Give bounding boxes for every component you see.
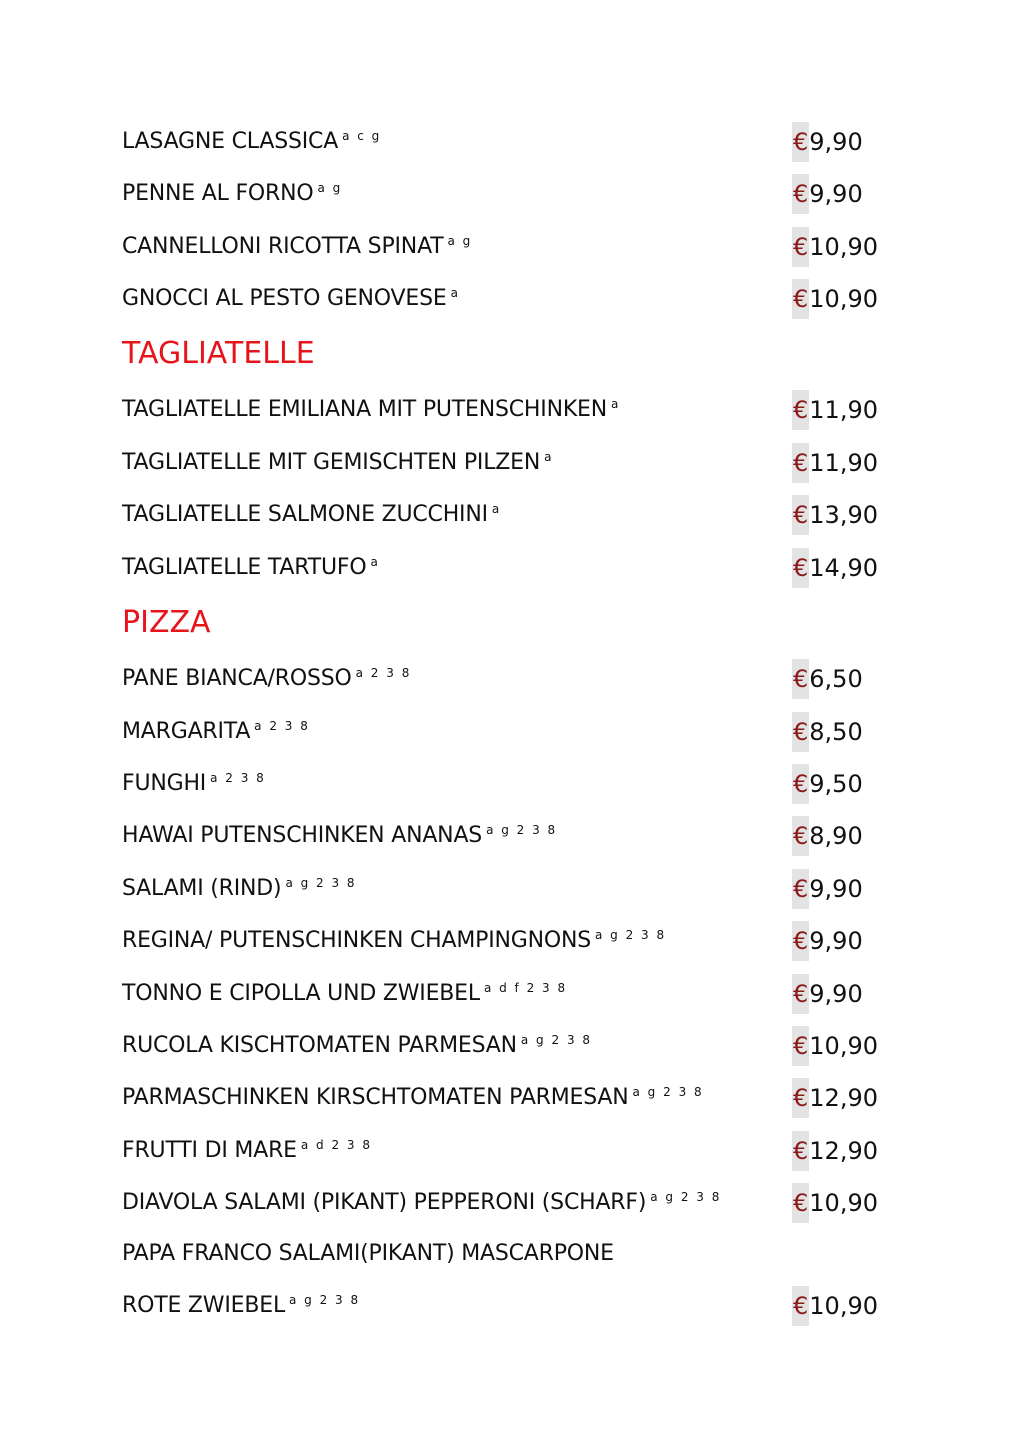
item-price: €10,90 <box>792 1286 878 1326</box>
item-name: LASAGNE CLASSICA $^{a c g}$ <box>122 129 382 154</box>
item-name: TAGLIATELLE EMILIANA MIT PUTENSCHINKEN $^a$ <box>122 397 621 422</box>
allergen-codes: a <box>450 286 460 300</box>
menu-item <box>122 974 882 1014</box>
item-price: €9,50 <box>792 764 863 804</box>
item-name: HAWAI PUTENSCHINKEN ANANAS $^{a g 2 3 8}$ <box>122 823 558 848</box>
item-name: PARMASCHINKEN KIRSCHTOMATEN PARMESAN $^{a g 2 3 8}$ <box>122 1085 704 1110</box>
item-name: PANE BIANCA/ROSSO $^{a 2 3 8}$ <box>122 666 412 691</box>
menu-item <box>122 122 882 162</box>
menu-item-line1 <box>122 1234 882 1274</box>
allergen-codes: a d f 2 3 8 <box>483 981 568 995</box>
item-name: REGINA/ PUTENSCHINKEN CHAMPINGNONS $^{a g 2 3 8}$ <box>122 928 667 953</box>
allergen-codes: a g <box>447 234 473 248</box>
allergen-codes: a g 2 3 8 <box>289 1293 361 1307</box>
item-name: SALAMI (RIND) $^{a g 2 3 8}$ <box>122 876 357 901</box>
item-name: RUCOLA KISCHTOMATEN PARMESAN $^{a g 2 3 8}$ <box>122 1033 593 1058</box>
menu-item <box>122 1078 882 1118</box>
allergen-codes: a <box>370 555 380 569</box>
allergen-codes: a g 2 3 8 <box>285 876 357 890</box>
menu-item <box>122 921 882 961</box>
item-price: €10,90 <box>792 279 878 319</box>
menu-item <box>122 816 882 856</box>
item-price: €11,90 <box>792 443 878 483</box>
menu-item <box>122 1183 882 1223</box>
item-name: DIAVOLA SALAMI (PIKANT) PEPPERONI (SCHARF) $^{a g 2 3 8}$ <box>122 1190 722 1215</box>
item-name: TONNO E CIPOLLA UND ZWIEBEL $^{a d f 2 3 8}$ <box>122 981 568 1006</box>
item-price: €9,90 <box>792 174 863 214</box>
allergen-codes: a 2 3 8 <box>210 771 266 785</box>
item-price: €14,90 <box>792 548 878 588</box>
item-name: MARGARITA $^{a 2 3 8}$ <box>122 719 310 744</box>
item-name: CANNELLONI RICOTTA SPINAT $^{a g}$ <box>122 234 473 259</box>
allergen-codes: a 2 3 8 <box>254 719 310 733</box>
item-price: €11,90 <box>792 390 878 430</box>
allergen-codes: a g 2 3 8 <box>486 823 558 837</box>
item-name: GNOCCI AL PESTO GENOVESE $^a$ <box>122 286 460 311</box>
item-price: €8,90 <box>792 816 863 856</box>
allergen-codes: a g <box>317 181 343 195</box>
allergen-codes: a <box>491 502 502 516</box>
allergen-codes: a g 2 3 8 <box>650 1190 722 1204</box>
item-price: €9,90 <box>792 122 863 162</box>
menu-item <box>122 443 882 483</box>
menu-item-line2 <box>122 1286 882 1326</box>
menu-item <box>122 659 882 699</box>
item-price: €9,90 <box>792 869 863 909</box>
menu-item <box>122 174 882 214</box>
item-name: TAGLIATELLE SALMONE ZUCCHINI $^a$ <box>122 502 502 527</box>
item-price: €10,90 <box>792 1026 878 1066</box>
allergen-codes: a 2 3 8 <box>355 666 412 680</box>
item-name: ROTE ZWIEBEL $^{a g 2 3 8}$ <box>122 1293 361 1318</box>
item-price: €12,90 <box>792 1078 878 1118</box>
allergen-codes: a g 2 3 8 <box>594 928 667 942</box>
item-price: €6,50 <box>792 659 863 699</box>
menu-item <box>122 764 882 804</box>
item-name: FRUTTI DI MARE $^{a d 2 3 8}$ <box>122 1138 372 1163</box>
item-price: €12,90 <box>792 1131 878 1171</box>
menu-item <box>122 390 882 430</box>
item-name: FUNGHI $^{a 2 3 8}$ <box>122 771 266 796</box>
item-name: TAGLIATELLE MIT GEMISCHTEN PILZEN $^a$ <box>122 450 554 475</box>
item-price: €9,90 <box>792 974 863 1014</box>
allergen-codes: a g 2 3 8 <box>632 1085 704 1099</box>
item-name: PENNE AL FORNO $^{a g}$ <box>122 181 343 206</box>
item-name: TAGLIATELLE TARTUFO $^a$ <box>122 555 380 580</box>
item-price: €13,90 <box>792 495 878 535</box>
allergen-codes: a d 2 3 8 <box>300 1138 372 1152</box>
allergen-codes: a c g <box>342 129 382 143</box>
allergen-codes: a <box>544 450 554 464</box>
item-price: €9,90 <box>792 921 863 961</box>
menu-item <box>122 227 882 267</box>
section-heading-tagliatelle: TAGLIATELLE <box>122 336 315 371</box>
menu-item <box>122 548 882 588</box>
item-name: PAPA FRANCO SALAMI(PIKANT) MASCARPONE <box>122 1241 614 1266</box>
item-price: €10,90 <box>792 1183 878 1223</box>
allergen-codes: a g 2 3 8 <box>520 1033 593 1047</box>
item-price: €10,90 <box>792 227 878 267</box>
menu-item <box>122 1026 882 1066</box>
menu-item <box>122 495 882 535</box>
section-heading-pizza: PIZZA <box>122 605 211 640</box>
allergen-codes: a <box>611 397 621 411</box>
menu-item <box>122 712 882 752</box>
item-price: €8,50 <box>792 712 863 752</box>
menu-item <box>122 869 882 909</box>
menu-item <box>122 1131 882 1171</box>
menu-item <box>122 279 882 319</box>
